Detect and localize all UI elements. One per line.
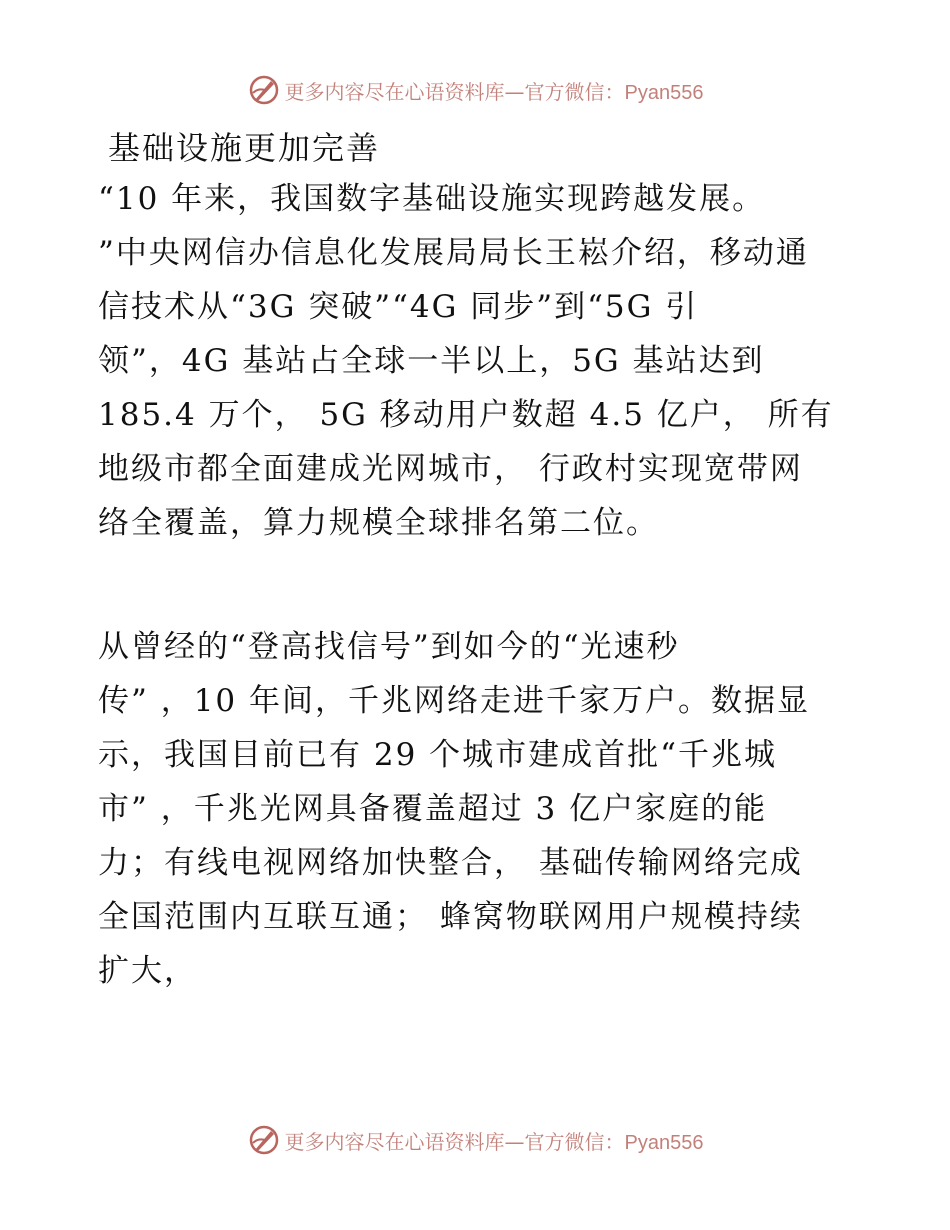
header-watermark: [0, 70, 950, 110]
paragraph-line: 185.4 万个， 5G 移动用户数超 4.5 亿户， 所有: [98, 397, 834, 433]
paragraph-1: [98, 172, 858, 550]
paragraph-line: “10 年来，我国数字基础设施实现跨越发展。: [98, 181, 766, 217]
paragraph-line: 从曾经的“登高找信号”到如今的“光速秒: [98, 629, 680, 665]
paragraph-line: 全国范围内互联互通； 蜂窝物联网用户规模持续: [98, 899, 803, 935]
paragraph-line: 示，我国目前已有 29 个城市建成首批“千兆城: [98, 737, 778, 773]
paragraph-line: 领”，4G 基站占全球一半以上，5G 基站达到: [98, 343, 765, 379]
paragraph-line: 信技术从“3G 突破”“4G 同步”到“5G 引: [98, 289, 699, 325]
paragraph-line: 扩大，: [98, 953, 197, 989]
paragraph-line: 传” ，10 年间，千兆网络走进千家万户。数据显: [98, 683, 811, 719]
paragraph-line: ”中央网信办信息化发展局局长王崧介绍，移动通: [98, 235, 809, 271]
paragraph-line: 地级市都全面建成光网城市， 行政村实现宽带网: [98, 451, 803, 487]
paragraph-line: 力；有线电视网络加快整合， 基础传输网络完成: [98, 845, 803, 881]
footer-watermark: [0, 1120, 950, 1160]
feather-pen-seal-icon: [247, 73, 281, 107]
paragraph-line: 市” ，千兆光网具备覆盖超过 3 亿户家庭的能: [98, 791, 768, 827]
watermark-id: Pyan556: [624, 1131, 704, 1154]
watermark-text: 更多内容尽在心语资料库—官方微信：Pyan556: [284, 79, 704, 104]
paragraph-2: [98, 620, 858, 998]
watermark-id: Pyan556: [624, 81, 704, 104]
paragraph-line: 络全覆盖，算力规模全球排名第二位。: [98, 505, 659, 541]
feather-pen-seal-icon: [247, 1123, 281, 1157]
watermark-text: 更多内容尽在心语资料库—官方微信：Pyan556: [284, 1129, 704, 1154]
section-heading: 基础设施更加完善: [108, 129, 381, 167]
